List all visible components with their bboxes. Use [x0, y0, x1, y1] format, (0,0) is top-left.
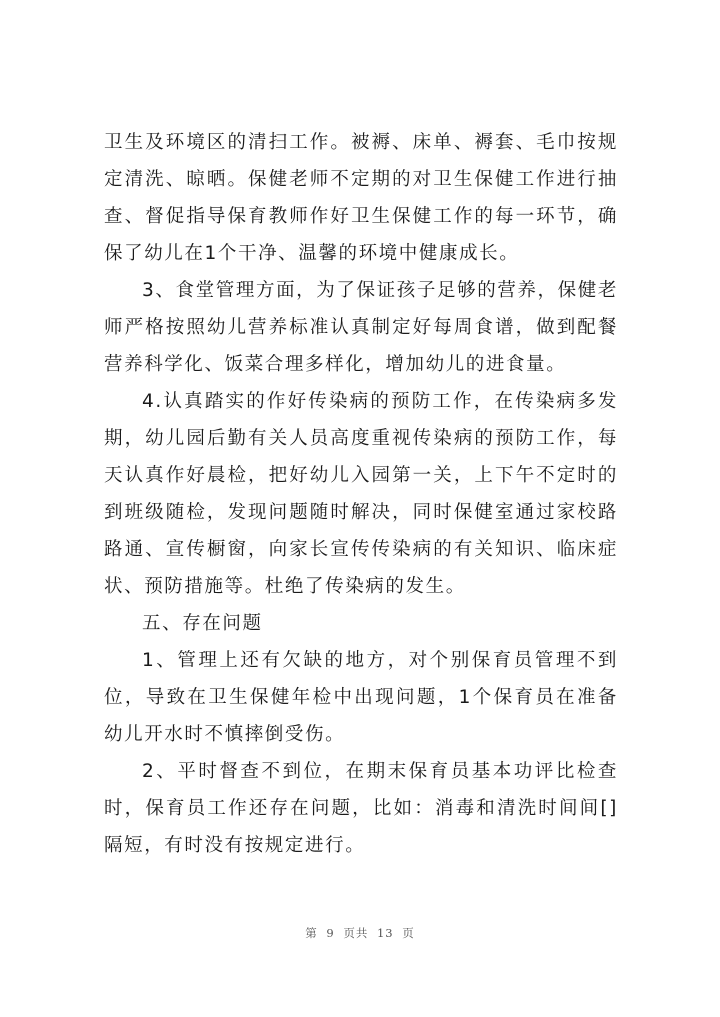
paragraph-problem-2: 2、平时督查不到位，在期末保育员基本功评比检查时，保育员工作还存在问题，比如：消毒和清洗时间间[]隔短，有时没有按规定进行。: [104, 761, 618, 856]
document-body: [104, 124, 618, 864]
section-heading-problems: 五、存在问题: [142, 613, 263, 634]
paragraph-cleaning: 卫生及环境区的清扫工作。被褥、床单、褥套、毛巾按规定清洗、晾晒。保健老师不定期的对卫生保健工作进行抽查、督促指导保育教师作好卫生保健工作的每一环节，确保了幼儿在1个干净、温馨的环境中健康成长。: [104, 132, 618, 264]
paragraph-problem-1: 1、管理上还有欠缺的地方，对个别保育员管理不到位，导致在卫生保健年检中出现问题，1个保育员在准备幼儿开水时不慎摔倒受伤。: [104, 650, 618, 745]
page-footer: 第 9 页共 13 页: [305, 926, 415, 940]
paragraph-canteen: 3、食堂管理方面，为了保证孩子足够的营养，保健老师严格按照幼儿营养标准认真制定好每周食谱，做到配餐营养科学化、饭菜合理多样化，增加幼儿的进食量。: [104, 280, 618, 375]
paragraph-infectious-disease: 4.认真踏实的作好传染病的预防工作，在传染病多发期，幼儿园后勤有关人员高度重视传染病的预防工作，每天认真作好晨检，把好幼儿入园第一关，上下午不定时的到班级随检，发现问题随时解决，同时保健室通过家校路路通、宣传橱窗，向家长宣传传染病的有关知识、临床症状、预防措施等。杜绝了传染病的发生。: [104, 391, 618, 597]
